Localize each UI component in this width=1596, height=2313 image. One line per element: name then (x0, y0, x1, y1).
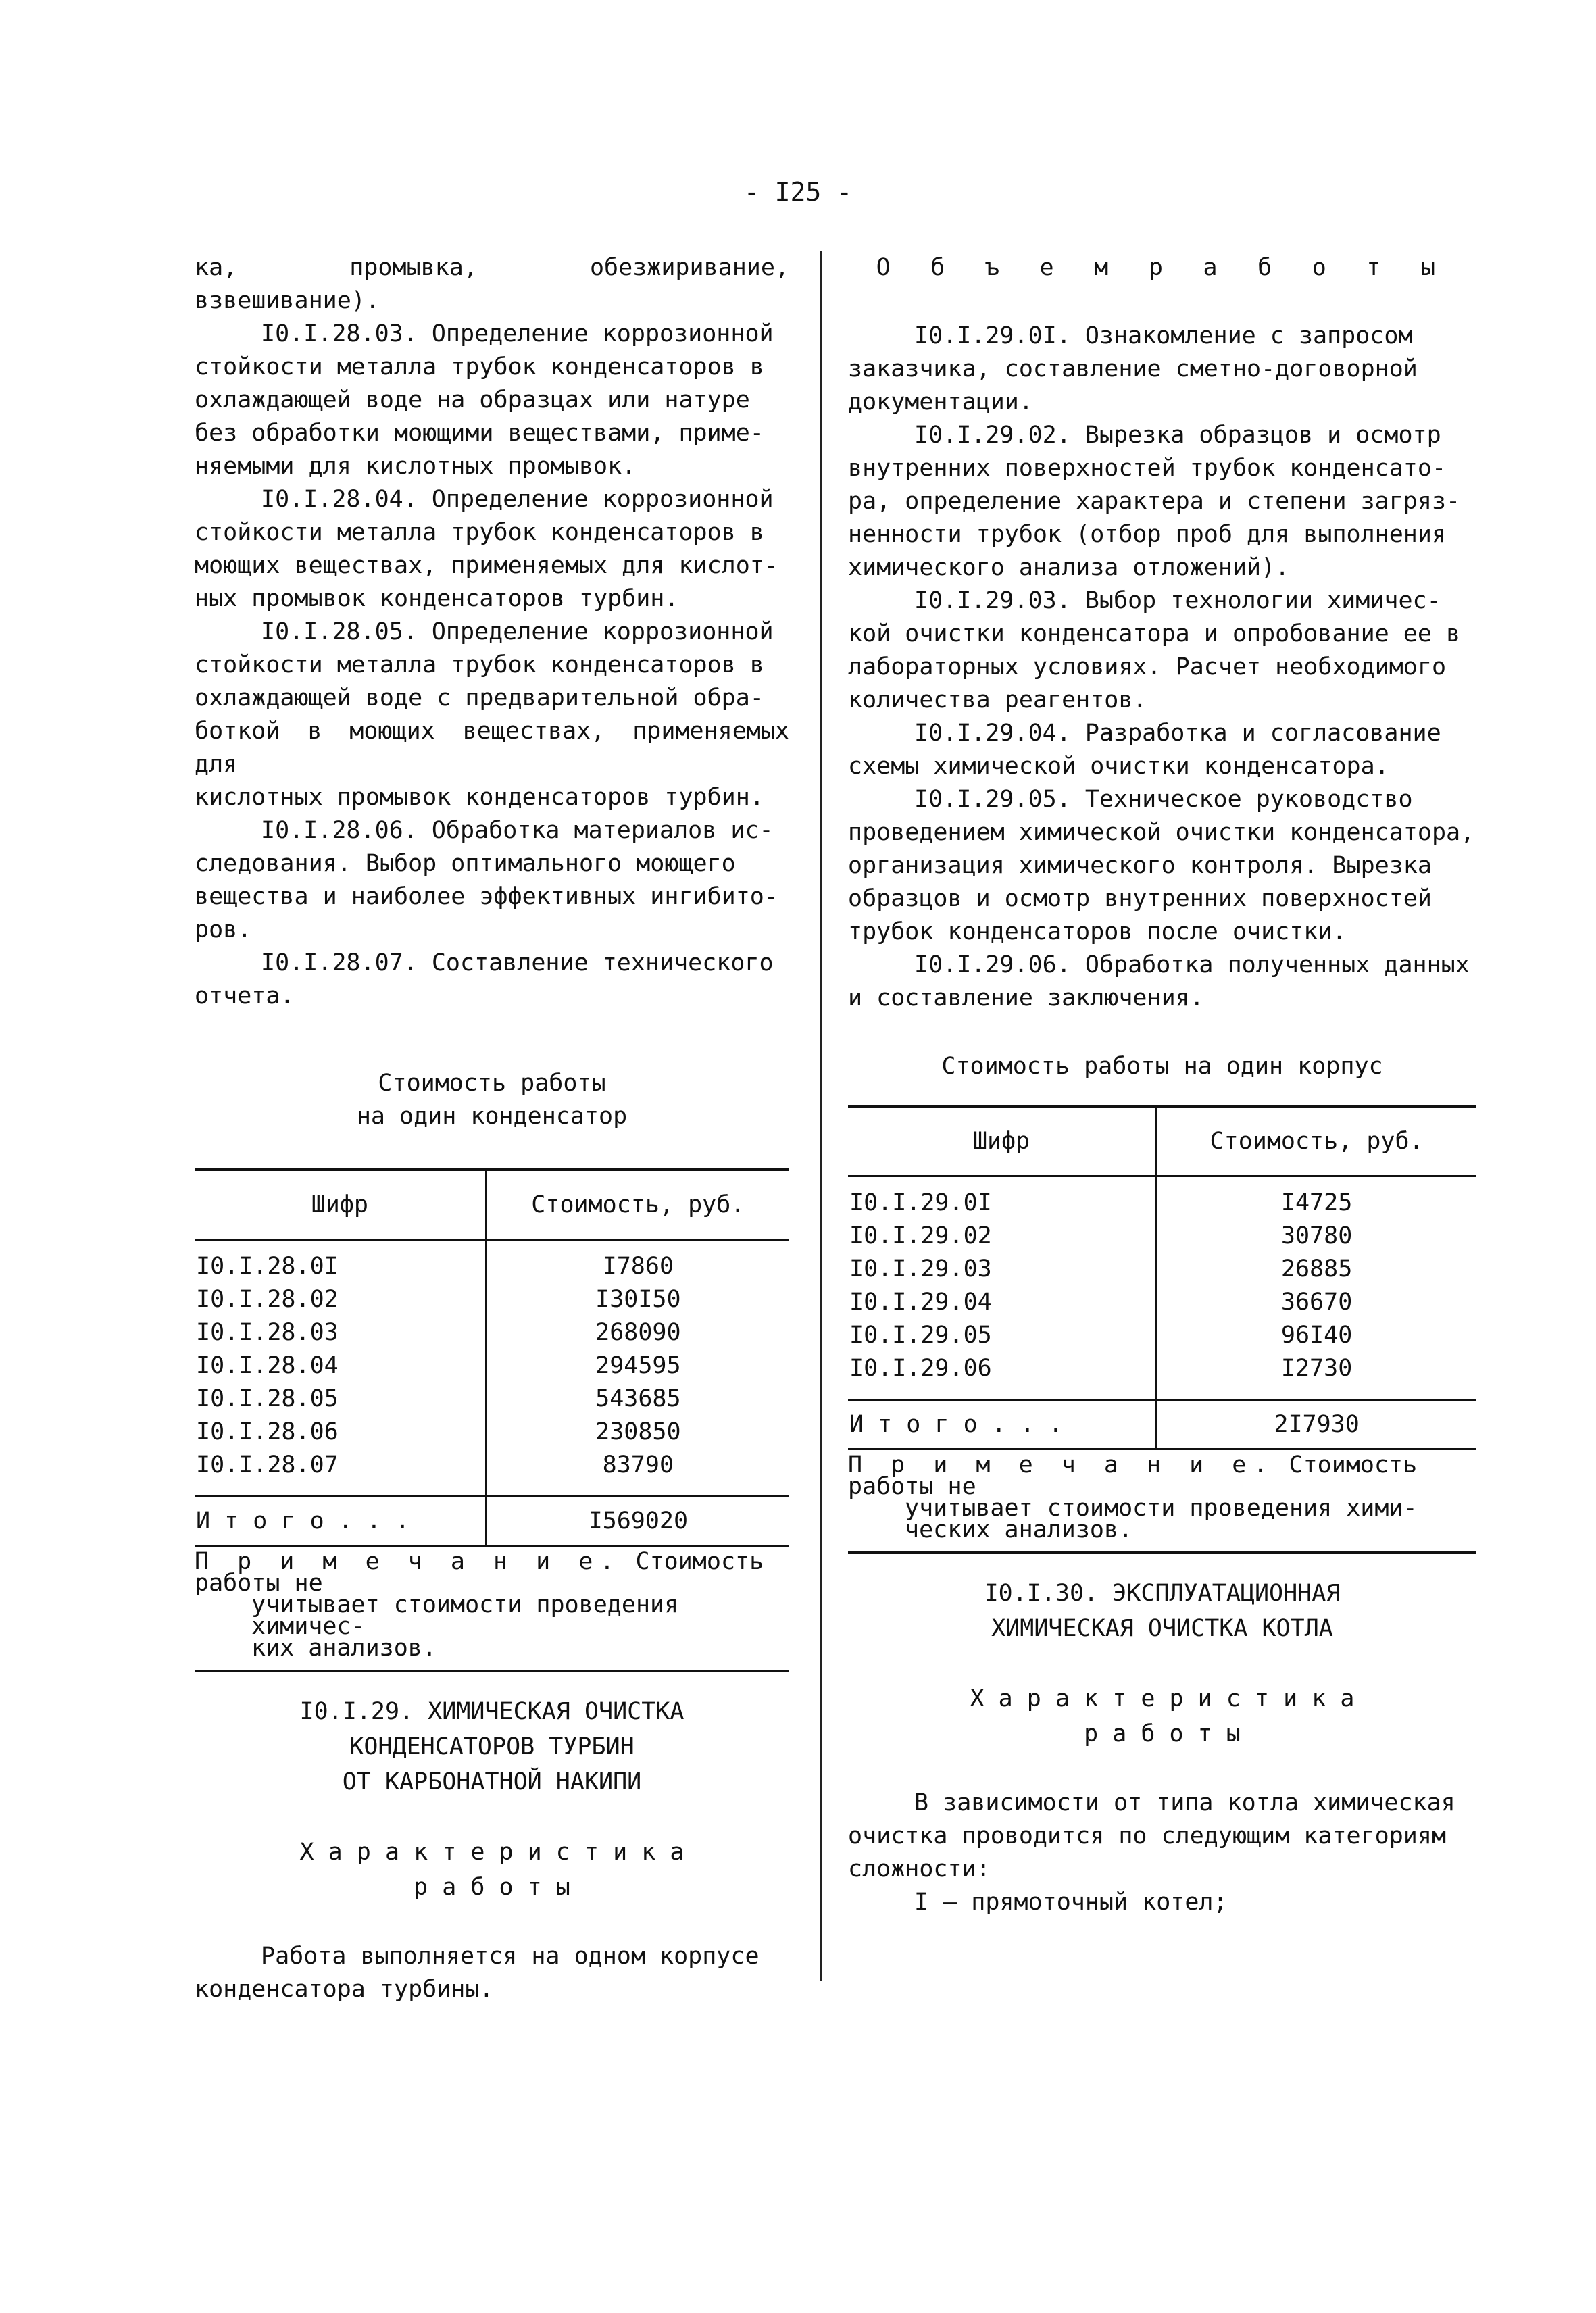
item-line: I0.I.28.03. Определение коррозионной (261, 320, 774, 347)
item-line: I0.I.28.04. Определение коррозионной (261, 486, 774, 513)
item-line: I0.I.29.05. Техническое руководство (914, 786, 1413, 813)
intro-line: сложности: (848, 1856, 991, 1883)
cost-cell: I30I50 (595, 1286, 681, 1313)
col-header-cost: Стоимость, руб. (486, 1170, 789, 1240)
note-line: учитывает стоимости проведения хими- (905, 1495, 1418, 1522)
table-row (848, 1319, 1476, 1352)
item-line: стойкости металла трубок конденсаторов в (195, 651, 764, 678)
cost-cell: I2730 (1280, 1355, 1353, 1382)
item-line: схемы химической очистки конденсатора. (848, 753, 1389, 780)
code-cell: I0.I.29.0I (848, 1176, 1156, 1220)
item-line: кой очистки конденсатора и опробование ее в (848, 620, 1461, 647)
cost-title-line: на один конденсатор (356, 1103, 628, 1130)
left-characteristic-heading (195, 1835, 789, 1905)
item-line: лабораторных условиях. Расчет необходимого (848, 653, 1447, 680)
left-item (195, 616, 789, 814)
total-value: 2I7930 (1156, 1400, 1476, 1449)
note-first-line (848, 1451, 1476, 1500)
cost-cell: 543685 (595, 1385, 681, 1412)
item-line: I0.I.29.0I. Ознакомление с запросом (914, 322, 1413, 349)
right-item (848, 419, 1476, 585)
item-line: кислотных промывок конденсаторов турбин. (195, 784, 764, 811)
section-title-line: ОТ КАРБОНАТНОЙ НАКИПИ (342, 1768, 642, 1795)
table-row (848, 1220, 1476, 1253)
item-line: ненности трубок (отбор проб для выполнения (848, 521, 1447, 548)
intro-line: очистка проводится по следующим категориям (848, 1822, 1447, 1849)
section-title-line: I0.I.30. ЭКСПЛУАТАЦИОННАЯ (984, 1580, 1341, 1607)
note-first-line (195, 1548, 789, 1597)
characteristic-line: р а б о т ы (1084, 1720, 1241, 1747)
total-label: И т о г о . . . (195, 1497, 486, 1546)
note-first-text: Стоимость работы не (195, 1548, 764, 1597)
column-divider (820, 251, 822, 1981)
right-cost-table (848, 1105, 1476, 1450)
total-label: И т о г о . . . (848, 1400, 1156, 1449)
left-cost-table (195, 1168, 789, 1547)
right-note (848, 1451, 1476, 1554)
code-cell: I0.I.29.05 (848, 1319, 1156, 1352)
code-cell: I0.I.28.03 (195, 1316, 486, 1349)
code-cell: I0.I.28.06 (195, 1416, 486, 1449)
note-head: П р и м е ч а н и е. (195, 1548, 622, 1575)
section-title-line: КОНДЕНСАТОРОВ ТУРБИН (349, 1733, 634, 1760)
item-line: ров. (195, 916, 252, 943)
item-line: охлаждающей воде с предварительной обра- (195, 685, 764, 712)
code-cell: I0.I.28.02 (195, 1283, 486, 1316)
code-cell: I0.I.28.07 (195, 1449, 486, 1497)
table-row (195, 1383, 789, 1416)
code-cell: I0.I.29.03 (848, 1253, 1156, 1286)
table-header-row (848, 1106, 1476, 1176)
page-number: - I25 - (743, 177, 853, 207)
table-row (195, 1349, 789, 1383)
item-line: трубок конденсаторов после очистки. (848, 918, 1347, 945)
item-line: моющих веществах, применяемых для кислот- (195, 552, 778, 579)
col-header-cost: Стоимость, руб. (1156, 1106, 1476, 1176)
left-work-text (195, 1940, 789, 2006)
item-line: документации. (848, 389, 1033, 416)
table-total-row (195, 1497, 789, 1546)
right-item (848, 320, 1476, 419)
item-line: проведением химической очистки конденсатора, (848, 819, 1475, 846)
item-line: I0.I.28.06. Обработка материалов ис- (261, 817, 774, 844)
total-value: I569020 (486, 1497, 789, 1546)
right-characteristic-heading (848, 1681, 1476, 1751)
item-line: образцов и осмотр внутренних поверхностей (848, 885, 1432, 912)
cost-cell: 30780 (1280, 1222, 1353, 1249)
item-line: I0.I.29.06. Обработка полученных данных (914, 951, 1470, 978)
scope-heading: О б ъ е м р а б о т ы (876, 254, 1449, 281)
work-text-line: конденсатора турбины. (195, 1976, 494, 2003)
item-line: I0.I.28.05. Определение коррозионной (261, 618, 774, 645)
table-header-row (195, 1170, 789, 1240)
code-cell: I0.I.28.0I (195, 1240, 486, 1284)
col-header-code: Шифр (195, 1170, 486, 1240)
item-line: без обработки моющими веществами, приме- (195, 420, 764, 447)
left-cost-title (195, 1067, 789, 1133)
item-line: I0.I.29.04. Разработка и согласование (914, 720, 1441, 747)
code-cell: I0.I.28.04 (195, 1349, 486, 1383)
code-cell: I0.I.28.05 (195, 1383, 486, 1416)
left-item (195, 947, 789, 1013)
note-line: учитывает стоимости проведения химичес- (251, 1591, 679, 1640)
right-section-title (848, 1576, 1476, 1646)
right-item (848, 949, 1476, 1015)
cost-cell: 294595 (595, 1352, 681, 1379)
cost-cell: 230850 (595, 1418, 681, 1445)
code-cell: I0.I.29.02 (848, 1220, 1156, 1253)
table-row (195, 1283, 789, 1316)
section-title-line: I0.I.29. ХИМИЧЕСКАЯ ОЧИСТКА (299, 1698, 684, 1725)
item-line: заказчика, составление сметно-договорной (848, 355, 1418, 382)
item-line: вещества и наиболее эффективных ингибито- (195, 883, 778, 910)
note-first-text: Стоимость работы не (848, 1451, 1418, 1500)
right-item (848, 783, 1476, 949)
item-line: стойкости металла трубок конденсаторов в (195, 353, 764, 380)
table-row (848, 1352, 1476, 1400)
right-column (848, 251, 1476, 1919)
cost-cell: 96I40 (1280, 1322, 1353, 1349)
table-row (195, 1316, 789, 1349)
characteristic-line: Х а р а к т е р и с т и к а (970, 1685, 1355, 1712)
section-title-line: ХИМИЧЕСКАЯ ОЧИСТКА КОТЛА (991, 1615, 1333, 1642)
code-cell: I0.I.29.06 (848, 1352, 1156, 1400)
item-line: ных промывок конденсаторов турбин. (195, 585, 679, 612)
col-header-code: Шифр (848, 1106, 1156, 1176)
left-intro-line: ка, промывка, обезжиривание, взвешивание). (195, 254, 789, 314)
table-row (848, 1176, 1476, 1220)
item-line: количества реагентов. (848, 687, 1147, 714)
category-line: I – прямоточный котел; (914, 1889, 1228, 1916)
left-note (195, 1548, 789, 1672)
cost-cell: I4725 (1280, 1189, 1353, 1216)
left-column (195, 251, 789, 2006)
cost-title-line: Стоимость работы (378, 1070, 606, 1097)
item-line: I0.I.29.02. Вырезка образцов и осмотр (914, 422, 1441, 449)
table-row (195, 1240, 789, 1284)
cost-cell: 268090 (595, 1319, 681, 1346)
left-item (195, 483, 789, 616)
right-intro-text (848, 1787, 1476, 1919)
code-cell: I0.I.29.04 (848, 1286, 1156, 1319)
note-head: П р и м е ч а н и е. (848, 1451, 1275, 1478)
item-line: I0.I.29.03. Выбор технологии химичес- (914, 587, 1441, 614)
item-line: и составление заключения. (848, 985, 1204, 1012)
right-cost-title (848, 1050, 1476, 1083)
cost-title-line: Стоимость работы на один корпус (941, 1053, 1383, 1080)
cost-cell: I7860 (602, 1253, 674, 1280)
table-row (195, 1416, 789, 1449)
item-line: химического анализа отложений). (848, 554, 1290, 581)
item-line: организация химического контроля. Вырезка (848, 852, 1432, 879)
item-line: стойкости металла трубок конденсаторов в (195, 519, 764, 546)
characteristic-line: р а б о т ы (414, 1874, 570, 1901)
item-line: ра, определение характера и степени загряз- (848, 488, 1461, 515)
table-row (848, 1286, 1476, 1319)
item-line: няемыми для кислотных промывок. (195, 453, 637, 480)
intro-line: В зависимости от типа котла химическая (914, 1789, 1455, 1816)
item-line: следования. Выбор оптимального моющего (195, 850, 736, 877)
item-line: внутренних поверхностей трубок конденсато- (848, 455, 1447, 482)
item-line: отчета. (195, 983, 295, 1010)
table-total-row (848, 1400, 1476, 1449)
cost-cell: 83790 (602, 1451, 674, 1478)
item-line: охлаждающей воде на образцах или натуре (195, 387, 750, 414)
cost-cell: 36670 (1280, 1289, 1353, 1316)
table-row (195, 1449, 789, 1497)
item-line: боткой в моющих веществах, применяемых для (195, 718, 789, 778)
table-row (848, 1253, 1476, 1286)
cost-cell: 26885 (1280, 1255, 1353, 1283)
note-line: ких анализов. (251, 1635, 437, 1662)
left-section-title (195, 1694, 789, 1799)
left-item (195, 318, 789, 483)
right-item (848, 717, 1476, 783)
item-line: I0.I.28.07. Составление технического (261, 949, 774, 976)
left-item (195, 814, 789, 947)
characteristic-line: Х а р а к т е р и с т и к а (299, 1839, 684, 1866)
right-item (848, 585, 1476, 717)
note-line: ческих анализов. (905, 1516, 1133, 1543)
work-text-line: Работа выполняется на одном корпусе (261, 1943, 759, 1970)
